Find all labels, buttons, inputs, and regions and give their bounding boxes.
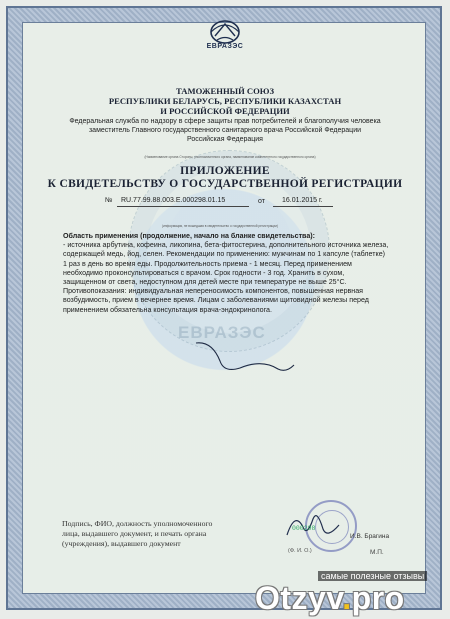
scope-line: применением обязательна консультация врача-эндокринолога.: [63, 305, 272, 314]
union-heading: [40, 86, 410, 116]
scope-line: 1 раз в день во время еды. Продолжительность приема - 1 месяц. Перед применением: [63, 259, 352, 268]
logo-dot: .: [342, 580, 352, 616]
info-caption: (информация, не вошедшая в свидетельство о государственной регистрации): [162, 224, 278, 228]
authority-line: заместитель Главного государственного санитарного врача Российской Федерации: [88, 127, 362, 134]
scope-of-application: [63, 232, 413, 315]
authority-line: Российская Федерация: [187, 136, 263, 143]
logo-text-suffix: pro: [351, 580, 405, 616]
title-line: ПРИЛОЖЕНИЕ: [180, 165, 270, 177]
scope-heading: Область применения (продолжение, начало на бланке свидетельства):: [63, 232, 315, 240]
authority-caption: (Наименование органа Стороны, уполномоченного органа, наименование компетентного государственного органа): [144, 155, 316, 159]
union-line: И РОССИЙСКОЙ ФЕДЕРАЦИИ: [160, 106, 290, 116]
seal-place-label: М.П.: [370, 549, 384, 556]
authority-block: [40, 117, 410, 144]
authority-line: Федеральная служба по надзору в сфере защиты прав потребителей и благополучия человека: [69, 118, 381, 125]
date-underline: [273, 206, 333, 207]
scope-line: содержащей медь, йод, селен. Рекомендации по применению: мужчинам по 1 капсуле (таблетке): [63, 250, 385, 259]
scope-line: Противопоказания: индивидуальная непереносимость компонентов, повышенная нервная: [63, 287, 363, 296]
certificate-date: 16.01.2015 г.: [282, 197, 323, 204]
union-line: ТАМОЖЕННЫЙ СОЮЗ: [175, 86, 275, 96]
logo-text: Otzyv: [255, 580, 343, 616]
signature-caption: [62, 519, 242, 549]
serial-number: 000298: [292, 525, 316, 532]
signature-caption-line: Подпись, ФИО, должность уполномоченного: [62, 519, 213, 528]
scope-line: защищенном от света, недоступном для детей месте при температуре не выше 25°С.: [63, 278, 347, 287]
otzyv-logo: [255, 580, 405, 617]
site-tagline: самые полезные отзывы: [318, 571, 427, 581]
signatory-name: И.В. Брагина: [350, 533, 390, 540]
title-line: К СВИДЕТЕЛЬСТВУ О ГОСУДАРСТВЕННОЙ РЕГИСТРАЦИИ: [47, 178, 403, 190]
document-title: [40, 165, 410, 191]
fio-label: (Ф. И. О.): [288, 548, 312, 554]
scope-line: необходимо проконсультироваться с врачом. Срок годности - 3 год. Хранить в сухом,: [63, 268, 345, 277]
scope-line: возбудимость, прием в вечернее время. Лицам с заболеваниями щитовидной железы перед: [63, 296, 369, 305]
signature-caption-line: лица, выдавшего документ, и печать органа: [62, 529, 207, 538]
signature-caption-line: (учреждения), выдавшего документ: [62, 539, 181, 548]
emblem-label: ЕВРАЗЭС: [206, 43, 244, 50]
handwritten-mark: [190, 335, 300, 380]
union-line: РЕСПУБЛИКИ БЕЛАРУСЬ, РЕСПУБЛИКИ КАЗАХСТАН: [108, 96, 342, 106]
number-underline: [117, 206, 249, 207]
scope-line: - источника арбутина, кофеина, ликопина, бета-фитостерина, дополнительного источника железа,: [63, 241, 389, 250]
number-label: №: [105, 197, 113, 204]
eurasec-watermark: ЕВРАЗЭС: [178, 323, 266, 342]
date-label: от: [258, 198, 265, 205]
certificate-number: RU.77.99.88.003.Е.000298.01.15: [121, 197, 226, 204]
